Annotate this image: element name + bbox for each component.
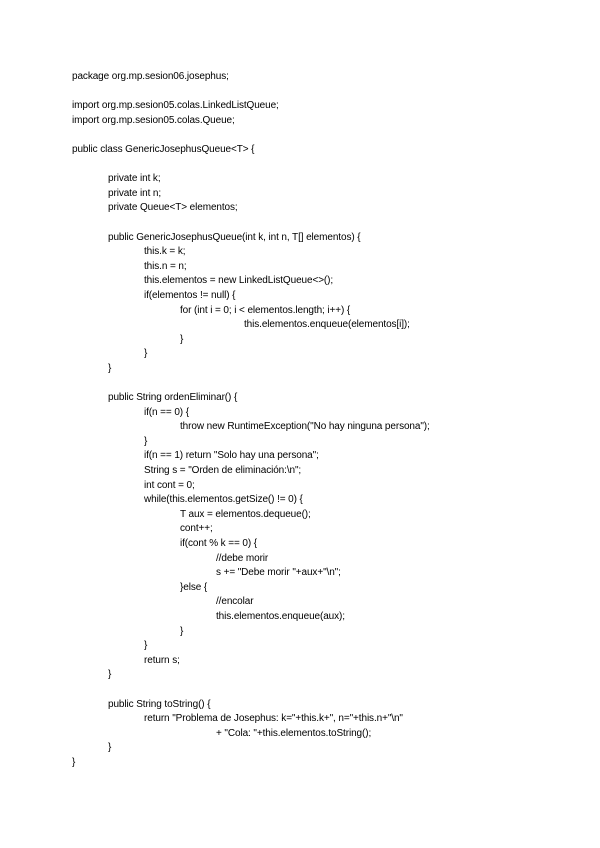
code-line: } bbox=[72, 756, 76, 768]
code-line: public GenericJosephusQueue(int k, int n, T[] elementos) { bbox=[108, 231, 361, 243]
code-line: package org.mp.sesion06.josephus; bbox=[72, 71, 229, 82]
code-line: }else { bbox=[180, 581, 208, 593]
code-line: + "Cola: "+this.elementos.toString(); bbox=[216, 727, 372, 739]
code-line: if(n == 0) { bbox=[144, 406, 189, 418]
code-line: int cont = 0; bbox=[144, 479, 195, 491]
code-line bbox=[72, 85, 572, 100]
code-line: private int k; bbox=[108, 173, 161, 185]
code-line: public class GenericJosephusQueue<T> { bbox=[72, 143, 255, 155]
code-line: } bbox=[180, 625, 184, 637]
code-line: return "Problema de Josephus: k="+this.k+", n="+this.n+"\n" bbox=[144, 713, 403, 725]
code-line bbox=[72, 376, 572, 391]
code-line: this.elementos = new LinkedListQueue<>(); bbox=[144, 275, 334, 287]
code-line: this.k = k; bbox=[144, 246, 186, 258]
code-line: private int n; bbox=[108, 187, 162, 199]
code-line: } bbox=[108, 362, 112, 374]
code-line: this.n = n; bbox=[144, 260, 187, 272]
code-line: T aux = elementos.dequeue(); bbox=[180, 508, 311, 520]
code-line bbox=[72, 158, 572, 173]
code-line: if(cont % k == 0) { bbox=[180, 538, 258, 549]
code-line: private Queue<T> elementos; bbox=[108, 202, 238, 214]
code-line: throw new RuntimeException("No hay ninguna persona"); bbox=[180, 421, 430, 433]
code-line: } bbox=[144, 640, 148, 652]
code-line: //encolar bbox=[216, 596, 254, 608]
code-line: String s = "Orden de eliminación:\n"; bbox=[144, 465, 302, 477]
code-line: this.elementos.enqueue(aux); bbox=[216, 610, 345, 622]
code-line: public String ordenEliminar() { bbox=[108, 392, 238, 404]
code-line: } bbox=[108, 742, 112, 754]
code-line: //debe morir bbox=[216, 552, 269, 564]
code-line: import org.mp.sesion05.colas.LinkedListQueue; bbox=[72, 100, 279, 112]
code-line: s += "Debe morir "+aux+"\n"; bbox=[216, 567, 341, 579]
code-line bbox=[72, 216, 572, 231]
code-line bbox=[72, 683, 572, 698]
code-line: if(elementos != null) { bbox=[144, 289, 236, 301]
code-line: } bbox=[144, 435, 148, 447]
code-line: } bbox=[144, 348, 148, 360]
code-line: } bbox=[108, 669, 112, 681]
code-line: } bbox=[180, 333, 184, 345]
code-line: public String toString() { bbox=[108, 698, 211, 710]
code-line: if(n == 1) return "Solo hay una persona"; bbox=[144, 450, 319, 462]
code-line: this.elementos.enqueue(elementos[i]); bbox=[244, 319, 410, 331]
code-line: while(this.elementos.getSize() != 0) { bbox=[144, 494, 303, 506]
code-line bbox=[72, 128, 572, 143]
code-line: for (int i = 0; i < elementos.length; i++) { bbox=[180, 304, 351, 316]
code-listing bbox=[72, 70, 572, 771]
code-line: cont++; bbox=[180, 523, 213, 535]
code-line: import org.mp.sesion05.colas.Queue; bbox=[72, 114, 235, 126]
code-line: return s; bbox=[144, 654, 180, 666]
